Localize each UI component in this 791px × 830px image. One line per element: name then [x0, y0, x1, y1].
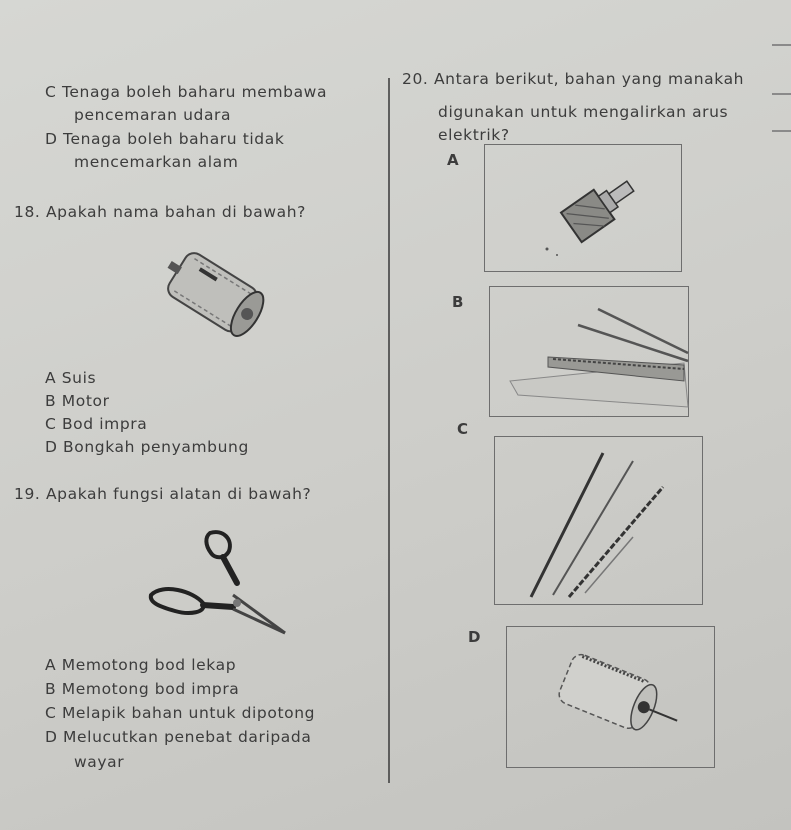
q17-option-d-line2: mencemarkan alam — [74, 153, 239, 171]
q19-question: 19. Apakah fungsi alatan di bawah? — [14, 485, 312, 503]
q20-choice-c-label: C — [457, 420, 469, 438]
q19-option-c: C Melapik bahan untuk dipotong — [45, 704, 316, 722]
q20-question-line2: digunakan untuk mengalirkan arus — [438, 103, 729, 121]
q20-choice-b-box[interactable] — [489, 286, 689, 417]
paper-edge-mark — [772, 44, 791, 46]
switch-image — [535, 157, 645, 257]
q19-option-b: B Memotong bod impra — [45, 680, 240, 698]
q17-option-d-line1: D Tenaga boleh baharu tidak — [45, 130, 285, 148]
q20-choice-a-box[interactable] — [484, 144, 682, 272]
wires-image — [525, 445, 695, 600]
q19-option-d-line1: D Melucutkan penebat daripada — [45, 728, 312, 746]
q20-choice-b-label: B — [452, 293, 464, 311]
q17-option-c-line2: pencemaran udara — [74, 106, 232, 124]
q20-question-line3: elektrik? — [438, 126, 510, 144]
q20-choice-d-label: D — [468, 628, 481, 646]
q18-option-c: C Bod impra — [45, 415, 148, 433]
q19-option-a: A Memotong bod lekap — [45, 656, 237, 674]
q18-option-a: A Suis — [45, 369, 97, 387]
q19-option-d-line2: wayar — [74, 753, 125, 771]
paper-edge-mark — [772, 130, 791, 132]
q20-choice-a-label: A — [447, 151, 459, 169]
paper-edge-mark — [772, 93, 791, 95]
board-image — [498, 295, 688, 410]
motor-image — [148, 238, 278, 353]
q18-option-b: B Motor — [45, 392, 110, 410]
q18-option-d: D Bongkah penyambung — [45, 438, 249, 456]
q20-choice-c-box[interactable] — [494, 436, 703, 605]
column-divider — [388, 78, 390, 783]
wire-cutter-scissors-image — [145, 525, 295, 640]
q18-question: 18. Apakah nama bahan di bawah? — [14, 203, 306, 221]
q17-option-c-line1: C Tenaga boleh baharu membawa — [45, 83, 328, 101]
q20-choice-d-box[interactable] — [506, 626, 715, 768]
motor-image — [543, 641, 683, 756]
q20-question-line1: 20. Antara berikut, bahan yang manakah — [402, 70, 745, 88]
